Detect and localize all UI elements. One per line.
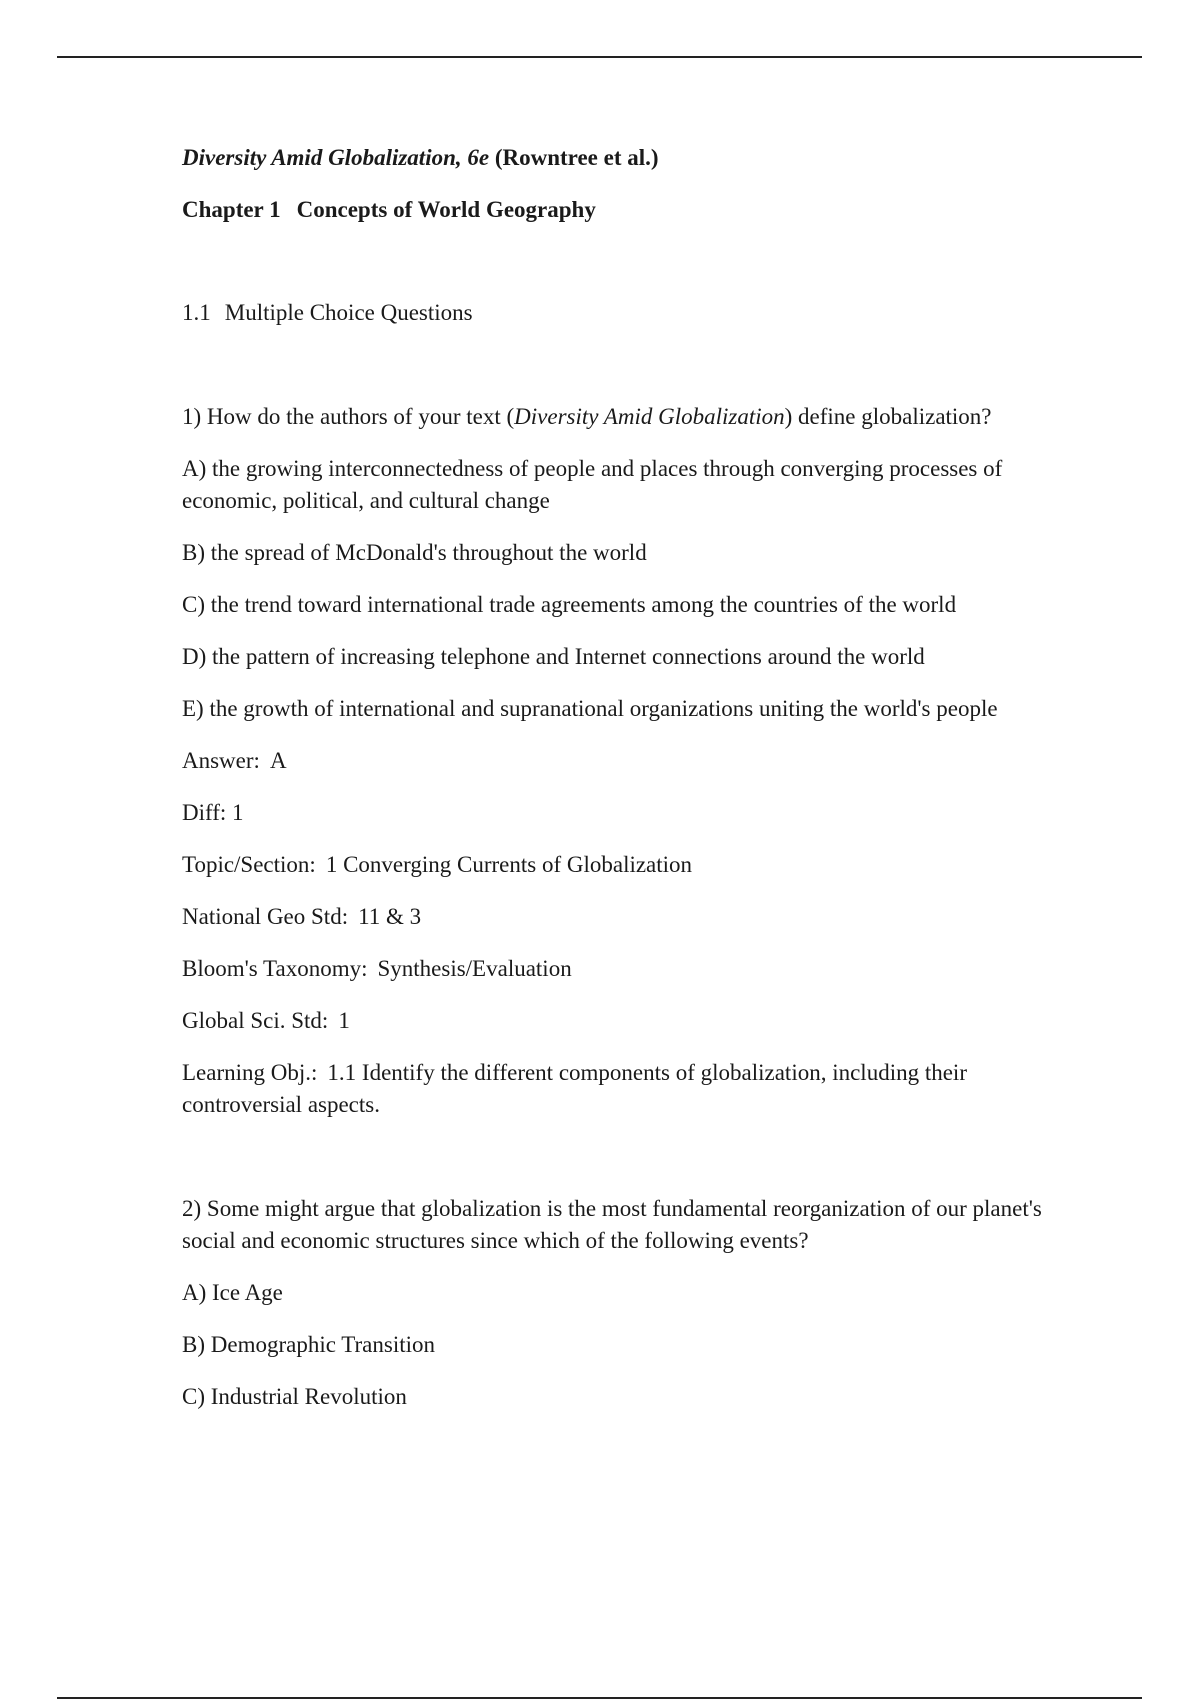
question-1-suffix: ) define globalization? — [784, 404, 992, 429]
learning-obj-value: 1.1 Identify the different components of globalization, including their controversial aspects. — [182, 1060, 967, 1117]
bloom-label: Bloom's Taxonomy: — [182, 956, 368, 981]
sci-std-label: Global Sci. Std: — [182, 1008, 329, 1033]
section-number: 1.1 — [182, 300, 211, 325]
question-1-prefix: 1) How do the authors of your text ( — [182, 404, 515, 429]
question-1-option-c: C) the trend toward international trade agreements among the countries of the world — [182, 592, 957, 617]
question-2-option-a: A) Ice Age — [182, 1280, 283, 1305]
learning-obj-line — [182, 1057, 1082, 1121]
book-authors: (Rowntree et al.) — [494, 145, 659, 170]
book-title: Diversity Amid Globalization, 6e — [182, 145, 490, 170]
book-title-line — [182, 142, 1082, 174]
question-2-option-c: C) Industrial Revolution — [182, 1384, 407, 1409]
answer-line — [182, 745, 1082, 777]
question-2-option-b: B) Demographic Transition — [182, 1332, 435, 1357]
sci-std-line — [182, 1005, 1082, 1037]
topic-line — [182, 849, 1082, 881]
answer-label: Answer: — [182, 748, 260, 773]
section-title: Multiple Choice Questions — [224, 300, 473, 325]
answer-value: A — [269, 748, 287, 773]
topic-label: Topic/Section: — [182, 852, 316, 877]
bottom-rule — [57, 1697, 1142, 1699]
question-1-option-d: D) the pattern of increasing telephone and Internet connections around the world — [182, 644, 925, 669]
sci-std-value: 1 — [338, 1008, 350, 1033]
chapter-heading — [182, 194, 1082, 226]
geo-std-value: 11 & 3 — [358, 904, 422, 929]
geo-std-line — [182, 901, 1082, 933]
question-1-italic: Diversity Amid Globalization — [514, 404, 785, 429]
chapter-title: Concepts of World Geography — [296, 197, 596, 222]
question-2-text: 2) Some might argue that globalization is the most fundamental reorganization of our planet's social and economic structures since which of the following events? — [182, 1196, 1042, 1253]
bloom-line — [182, 953, 1082, 985]
question-1-option-b: B) the spread of McDonald's throughout the world — [182, 540, 647, 565]
chapter-number: Chapter 1 — [182, 197, 281, 222]
question-1-text — [182, 401, 1082, 433]
top-rule — [57, 56, 1142, 58]
geo-std-label: National Geo Std: — [182, 904, 349, 929]
bloom-value: Synthesis/Evaluation — [377, 956, 572, 981]
question-1-option-e: E) the growth of international and supranational organizations uniting the world's people — [182, 696, 998, 721]
document-body — [182, 142, 1082, 1413]
difficulty-line: Diff: 1 — [182, 800, 244, 825]
topic-value: 1 Converging Currents of Globalization — [325, 852, 693, 877]
section-heading — [182, 297, 1082, 329]
question-1-option-a: A) the growing interconnectedness of people and places through converging processes of economic, political, and cultural change — [182, 456, 1003, 513]
learning-obj-label: Learning Obj.: — [182, 1060, 318, 1085]
